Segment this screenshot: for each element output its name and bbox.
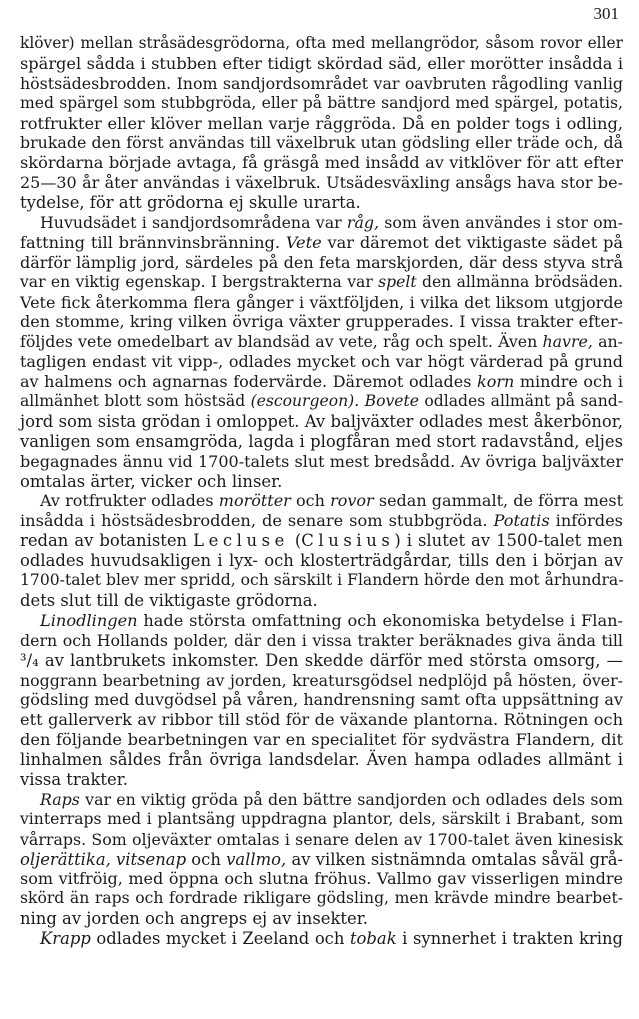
text-run: 1700-talet blev mer spridd, och särskilt i Flandern hörde den mot århundra-	[20, 571, 624, 590]
text-run: var däremot det viktigaste sädet på	[321, 232, 623, 252]
text-line	[20, 909, 623, 929]
text-line	[20, 571, 623, 591]
text-run: i synnerhet i trakten kring	[396, 929, 623, 949]
text-run: skörd än raps och fordrade rikligare gödsling, men krävde mindre bearbet-	[20, 889, 623, 908]
text-line	[20, 372, 623, 392]
text-line	[20, 273, 623, 293]
italic-term: tobak	[349, 929, 397, 949]
text-line	[20, 511, 623, 531]
text-run: den allmänna brödsäden.	[416, 272, 623, 291]
text-line	[20, 591, 623, 611]
text-run: dets slut till de viktigaste grödorna.	[20, 590, 318, 610]
text-run: (	[288, 531, 302, 551]
text-run: mindre och i	[514, 372, 623, 392]
text-run: allmänhet blott som höstsäd	[20, 392, 251, 411]
text-run: vanligen som ensamgröda, lagda i plogfåran med stort radavstånd, eljes	[20, 431, 623, 451]
text-line	[20, 94, 623, 114]
page-number: 301	[593, 4, 619, 23]
italic-term: vallmo,	[226, 849, 287, 869]
text-run: som även användes i stor om-	[379, 213, 623, 233]
italic-term: morötter	[218, 491, 291, 511]
text-run: rotfrukter eller klöver mellan varje råggröda. Då en polder togs i odling,	[20, 113, 623, 133]
text-line	[20, 452, 623, 472]
text-line	[20, 730, 623, 750]
text-run: ning av jorden och angreps ej av insekter.	[20, 909, 368, 929]
text-run: dern och Hollands polder, där den i vissa trakter beräknades giva ända till	[20, 630, 623, 650]
text-run: gödsling med duvgödsel på våren, handrensning samt ofta uppsättning av	[20, 690, 623, 710]
text-line	[20, 491, 623, 511]
text-run: av vilken sistnämnda omtalas såväl grå-	[286, 849, 624, 869]
italic-term: Krapp	[40, 929, 91, 949]
text-line	[20, 133, 623, 153]
text-line	[20, 929, 623, 949]
text-line	[20, 710, 623, 730]
text-run: därför lämplig jord, särdeles på den feta marskjorden, där dess styva strå	[20, 252, 623, 272]
text-run: som vitfröig, med öppna och slutna fröhus. Vallmo gav visserligen mindre	[20, 869, 623, 889]
text-run: linhalmen såldes från övriga landsdelar. Även hampa odlades allmänt i	[20, 750, 623, 770]
text-line	[20, 153, 623, 173]
text-line	[20, 293, 623, 313]
text-run: Av rotfrukter odlades	[40, 491, 219, 511]
text-run: och	[290, 491, 331, 511]
text-run: ³/₄ av lantbrukets inkomster. Den skedde därför med största omsorg, —	[20, 650, 623, 670]
body-text	[20, 34, 623, 949]
italic-term: spelt	[378, 272, 417, 291]
text-run: vissa trakter.	[20, 769, 128, 789]
italic-term: råg,	[346, 213, 380, 233]
text-line	[20, 34, 623, 54]
text-run: fattning till brännvinsbränning.	[20, 232, 286, 252]
text-run: höstsädesbrodden. Inom sandjordsområdet var oavbruten rågodling vanlig	[20, 73, 623, 93]
text-line	[20, 312, 623, 332]
text-line	[20, 551, 623, 571]
text-run: odlades mycket i Zeeland och	[90, 929, 350, 949]
text-run: var en viktig gröda på den bättre sandjorden och odlades dels som	[79, 789, 623, 809]
text-run: med spärgel som stubbgröda, eller på bättre sandjord med spärgel, potatis,	[20, 93, 623, 112]
text-line	[20, 54, 623, 74]
italic-term: Bovete	[364, 392, 419, 411]
italic-term: oljerättika, vitsenap	[20, 849, 187, 869]
italic-term: Vete	[285, 232, 322, 252]
text-run: omtalas ärter, vicker och linser.	[20, 471, 283, 491]
italic-term: Linodlingen	[40, 610, 138, 630]
italic-term: (escourgeon).	[250, 392, 360, 411]
spaced-name: Lecluse	[193, 531, 289, 551]
text-line	[20, 770, 623, 790]
text-line	[20, 213, 623, 233]
text-line	[20, 352, 623, 372]
italic-term: havre,	[542, 332, 593, 352]
text-run: den stomme, kring vilken övriga växter grupperades. I vissa trakter efter-	[20, 312, 623, 332]
text-run: ) i slutet av 1500-talet men	[394, 531, 623, 551]
text-line	[20, 651, 623, 671]
text-line	[20, 631, 623, 651]
text-run: odlades huvudsakligen i lyx- och klosterträdgårdar, tills den i början av	[20, 551, 623, 571]
text-line	[20, 869, 623, 889]
text-run: tagligen endast vit vipp-, odlades mycket och var högt värderad på grund	[20, 352, 623, 372]
text-line	[20, 810, 623, 830]
text-line	[20, 233, 623, 253]
text-run: insådda i höstsädesbrodden, de senare som stubbgröda.	[20, 511, 494, 531]
text-line	[20, 889, 623, 909]
text-run: ett gallerverk av ribbor till stöd för de växande plantorna. Rötningen och	[20, 710, 623, 730]
text-line	[20, 193, 623, 213]
text-run: den följande bearbetningen var en specialitet för sydvästra Flandern, dit	[20, 730, 623, 750]
text-run: var en viktig egenskap. I bergstrakterna var	[20, 272, 379, 291]
text-line	[20, 790, 623, 810]
text-line	[20, 114, 623, 134]
text-run: Huvudsädet i sandjordsområdena var	[40, 213, 347, 233]
text-line	[20, 412, 623, 432]
text-run: begagnades ännu vid 1700-talets slut mest bredsådd. Av övriga baljväxter	[20, 451, 623, 471]
text-line	[20, 850, 623, 870]
text-run: och	[186, 849, 227, 869]
spaced-name: Clusius	[301, 531, 395, 551]
text-line	[20, 253, 623, 273]
text-line	[20, 531, 623, 551]
italic-term: korn	[477, 372, 515, 392]
text-run: brukade den först användas till växelbruk utan gödsling eller träde och, då	[20, 133, 623, 153]
text-line	[20, 611, 623, 631]
text-line	[20, 392, 623, 412]
italic-term: Raps	[40, 789, 80, 809]
text-run: jord som sista grödan i omloppet. Av baljväxter odlades mest åkerbönor,	[20, 411, 623, 431]
text-run: 25—30 år åter användas i växelbruk. Utsädesväxling ansågs hava stor be-	[20, 173, 623, 193]
text-line	[20, 472, 623, 492]
text-run: Vete fick återkomma flera gånger i växtföljden, i vilka det liksom utgjorde	[20, 292, 623, 312]
text-line	[20, 173, 623, 193]
text-line	[20, 690, 623, 710]
text-run: följdes vete omedelbart av blandsäd av vete, råg och spelt. Även	[20, 332, 543, 352]
text-line	[20, 332, 623, 352]
text-line	[20, 830, 623, 850]
text-line	[20, 750, 623, 770]
text-run: vårraps. Som oljeväxter omtalas i senare delen av 1700-talet även kinesisk	[20, 829, 623, 849]
italic-term: Potatis	[493, 511, 550, 531]
text-line	[20, 432, 623, 452]
text-run: spärgel sådda i stubben efter tidigt skördad säd, eller morötter insådda i	[20, 53, 623, 73]
text-run: skördarna började avtaga, få gräsgå med insådd av vitklöver för att efter	[20, 153, 623, 173]
text-run: infördes	[549, 511, 623, 531]
text-run: hade största omfattning och ekonomiska betydelse i Flan-	[137, 610, 623, 630]
text-run: klöver) mellan stråsädesgrödorna, ofta med mellangrödor, såsom rovor eller	[20, 34, 623, 52]
text-line	[20, 671, 623, 691]
text-run: av halmens och agnarnas fodervärde. Däremot odlades	[20, 372, 478, 392]
text-run: vinterraps med i plantsäng uppdragna plantor, dels, särskilt i Brabant, som	[20, 809, 623, 828]
text-run: tydelse, för att grödorna ej skulle urarta.	[20, 193, 361, 213]
text-line	[20, 74, 623, 94]
italic-term: rovor	[330, 491, 374, 511]
text-run: redan av botanisten	[20, 531, 194, 551]
text-run: sedan gammalt, de förra mest	[373, 491, 624, 511]
text-run: an-	[592, 332, 624, 352]
text-run: noggrann bearbetning av jorden, kreatursgödsel nedplöjd på hösten, över-	[20, 670, 623, 690]
text-run: odlades allmänt på sand-	[419, 392, 623, 411]
